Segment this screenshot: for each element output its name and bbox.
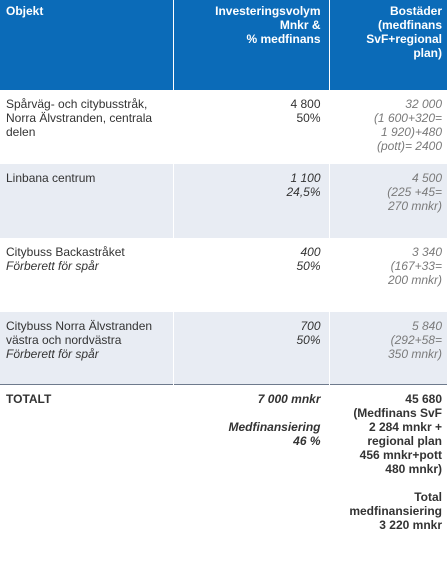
total-label: TOTALT — [0, 384, 173, 579]
bostader-cell: 5 840 (292+58= 350 mnkr) — [329, 312, 447, 384]
header-row — [0, 0, 447, 90]
investering-cell: 400 50% — [173, 238, 329, 312]
table-row — [0, 238, 447, 312]
total-row — [0, 384, 447, 579]
bostader-cell: 32 000 (1 600+320= 1 920)+480 (pott)= 2400 — [329, 90, 447, 164]
total-bostader-cell: 45 680 (Medfinans SvF 2 284 mnkr + regional plan 456 mnkr+pott 480 mnkr) Total medfinansiering 3 220 mnkr — [329, 384, 447, 579]
bostader-cell: 4 500 (225 +45= 270 mnkr) — [329, 164, 447, 238]
header-objekt: Objekt — [0, 0, 173, 90]
objekt-note: Förberett för spår — [6, 347, 99, 361]
header-bostader: Bostäder (medfinans SvF+regional plan) — [329, 0, 447, 90]
bostader-cell: 3 340 (167+33= 200 mnkr) — [329, 238, 447, 312]
investering-cell: 700 50% — [173, 312, 329, 384]
total-investering-cell: 7 000 mnkr Medfinansiering 46 % — [173, 384, 329, 579]
header-investering: Investeringsvolym Mnkr & % medfinans — [173, 0, 329, 90]
investering-cell: 4 800 50% — [173, 90, 329, 164]
objekt-cell: Citybuss Backastråket Förberett för spår — [0, 238, 173, 312]
table-row — [0, 164, 447, 238]
table-row — [0, 90, 447, 164]
objekt-cell: Linbana centrum — [0, 164, 173, 238]
table-row — [0, 312, 447, 384]
objekt-cell: Spårväg- och citybusstråk, Norra Älvstranden, centrala delen — [0, 90, 173, 164]
objekt-note: Förberett för spår — [6, 259, 99, 273]
objekt-cell: Citybuss Norra Älvstranden västra och nordvästra Förberett för spår — [0, 312, 173, 384]
investering-cell: 1 100 24,5% — [173, 164, 329, 238]
